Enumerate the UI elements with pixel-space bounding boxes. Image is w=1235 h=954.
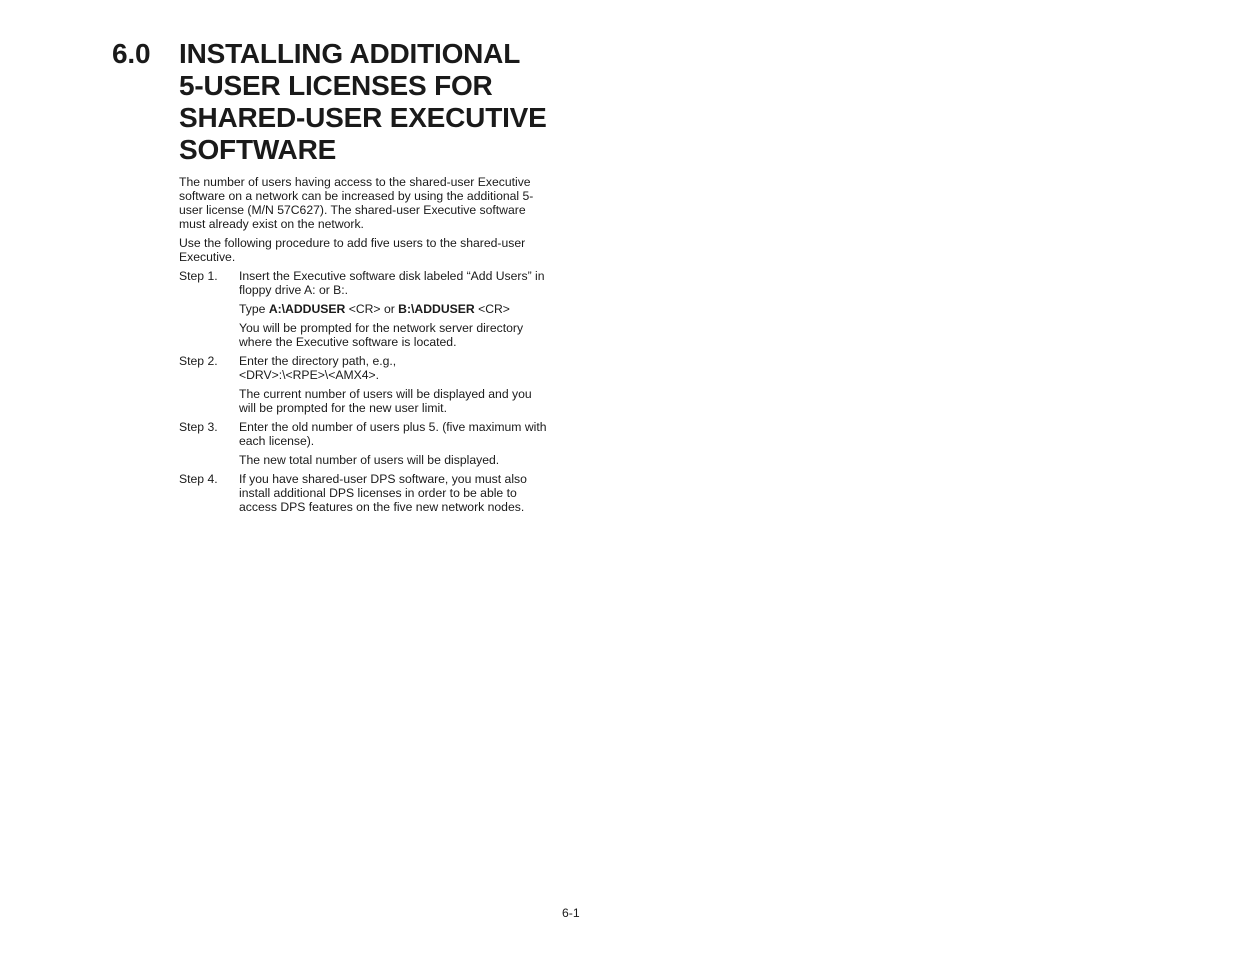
step-label: Step 3. [179, 420, 218, 434]
text-line: install additional DPS licenses in order to be able to [239, 486, 517, 500]
command-line [239, 302, 563, 316]
section-title [179, 38, 547, 166]
step-2-note [239, 387, 563, 415]
step-1-command [239, 302, 563, 316]
text-line: Executive. [179, 250, 236, 264]
step-text [239, 354, 396, 382]
section-number: 6.0 [112, 38, 151, 69]
section-title-line: 5-USER LICENSES FOR [179, 70, 493, 101]
text-line: floppy drive A: or B:. [239, 283, 349, 297]
text-line: The current number of users will be displayed and you [239, 387, 532, 401]
text-line: You will be prompted for the network server directory [239, 321, 524, 335]
step-4 [179, 472, 563, 514]
text-line: Enter the directory path, e.g., [239, 354, 397, 368]
command-suffix: <CR> [474, 302, 510, 316]
command-mid: <CR> or [345, 302, 399, 316]
section-title-line: SOFTWARE [179, 134, 337, 165]
text-line: access DPS features on the five new network nodes. [239, 500, 525, 514]
section-title-line: SHARED-USER EXECUTIVE [179, 102, 547, 133]
step-3 [179, 420, 563, 448]
text-line: The number of users having access to the shared-user Executive [179, 175, 531, 189]
section-heading [112, 38, 582, 166]
step-label: Step 2. [179, 354, 218, 368]
command-a: A:\ADDUSER [268, 302, 346, 316]
body-text [179, 175, 563, 519]
page-number: 6-1 [562, 906, 580, 920]
procedure-intro-paragraph [179, 236, 563, 264]
command-prefix: Type [239, 302, 269, 316]
text-line: If you have shared-user DPS software, you must also [239, 472, 527, 486]
section-title-line: INSTALLING ADDITIONAL [179, 38, 521, 69]
text-line: user license (M/N 57C627). The shared-user Executive software [179, 203, 526, 217]
step-1 [179, 269, 563, 297]
text-line: Enter the old number of users plus 5. (five maximum with [239, 420, 547, 434]
command-b: B:\ADDUSER [398, 302, 475, 316]
step-1-note [239, 321, 563, 349]
step-text [239, 269, 545, 297]
step-label: Step 4. [179, 472, 218, 486]
text-line: <DRV>:\<RPE>\<AMX4>. [239, 368, 380, 382]
step-2 [179, 354, 563, 382]
text-line: each license). [239, 434, 315, 448]
text-line: software on a network can be increased by using the additional 5- [179, 189, 534, 203]
text-line: Use the following procedure to add five users to the shared-user [179, 236, 526, 250]
text-line: must already exist on the network. [179, 217, 364, 231]
step-text [239, 420, 547, 448]
step-label: Step 1. [179, 269, 218, 283]
step-3-note [239, 453, 563, 467]
text-line: will be prompted for the new user limit. [239, 401, 447, 415]
text-line: Insert the Executive software disk labeled “Add Users” in [239, 269, 545, 283]
text-line: The new total number of users will be displayed. [239, 453, 500, 467]
intro-paragraph [179, 175, 563, 231]
text-line: where the Executive software is located. [239, 335, 457, 349]
step-text [239, 472, 527, 514]
